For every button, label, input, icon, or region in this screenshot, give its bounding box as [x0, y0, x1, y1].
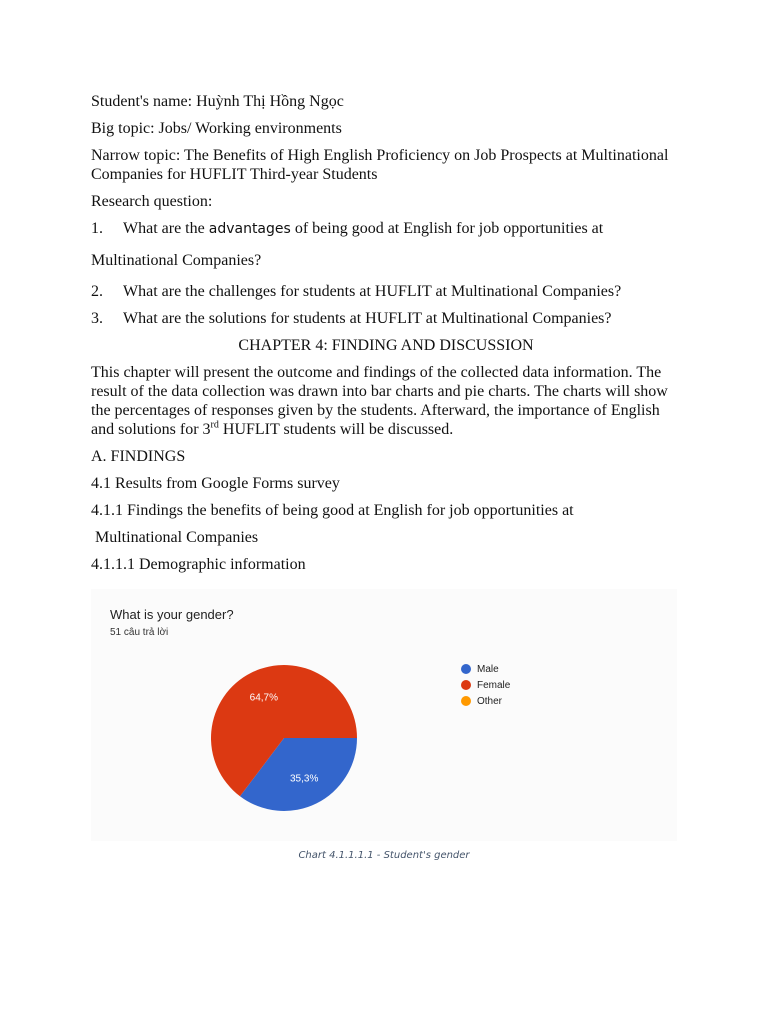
chapter-title: CHAPTER 4: FINDING AND DISCUSSION: [238, 337, 534, 354]
legend-item-male: [461, 661, 510, 677]
question-highlight: advantages: [208, 221, 291, 237]
research-question-3: [91, 309, 681, 328]
section-heading-4-1-1-1: 4.1.1.1 Demographic information: [91, 556, 306, 573]
question-text: What are the solutions for students at HUFLIT at Multinational Companies?: [123, 310, 612, 327]
big-topic: Big topic: Jobs/ Working environments: [91, 120, 342, 137]
legend-label: Other: [477, 695, 503, 707]
question-text: [123, 219, 681, 239]
question-text-post: of being good at English for job opportunities at: [290, 220, 604, 237]
chart-legend: [461, 661, 510, 709]
pie-label-female: 64,7%: [249, 692, 279, 704]
chapter-intro: [91, 363, 681, 439]
document-body: [91, 92, 681, 582]
legend-dot-icon: [461, 696, 471, 706]
research-question-1-continued: Multinational Companies?: [91, 252, 262, 269]
question-text: What are the challenges for students at HUFLIT at Multinational Companies?: [123, 283, 622, 300]
findings-heading: A. FINDINGS: [91, 448, 186, 465]
chart-response-count: 51 câu trả lời: [110, 627, 169, 638]
question-number: 2.: [91, 283, 103, 300]
question-text-pre: What are the: [123, 220, 209, 237]
legend-item-other: [461, 693, 510, 709]
section-heading-4-1-1-continued: Multinational Companies: [91, 529, 259, 546]
pie-label-male: 35,3%: [289, 773, 319, 785]
question-number: 3.: [91, 310, 103, 327]
intro-text: This chapter will present the outcome and findings of the collected data information. The result of the data collection was drawn into bar charts and pie charts. The charts will show the percentages of responses given by the students. Afterward, the importance of English and solutions for 3: [91, 364, 668, 438]
legend-label: Female: [477, 679, 511, 691]
intro-superscript: rd: [210, 419, 219, 431]
legend-label: Male: [477, 663, 499, 675]
legend-item-female: [461, 677, 510, 693]
chart-title: What is your gender?: [110, 607, 234, 622]
student-name: Student's name: Huỳnh Thị Hồng Ngọc: [91, 93, 344, 110]
section-heading-4-1-1: 4.1.1 Findings the benefits of being good at English for job opportunities at: [91, 502, 574, 519]
research-question-label: Research question:: [91, 193, 213, 210]
research-question-1: [91, 219, 681, 239]
gender-pie-chart: [91, 589, 677, 841]
intro-text-end: HUFLIT students will be discussed.: [218, 421, 454, 438]
question-number: 1.: [91, 220, 103, 237]
section-heading-4-1: 4.1 Results from Google Forms survey: [91, 475, 340, 492]
chart-caption: Chart 4.1.1.1.1 - Student's gender: [298, 850, 470, 861]
pie-svg: [91, 589, 677, 841]
research-question-2: [91, 282, 681, 301]
narrow-topic: Narrow topic: The Benefits of High English Proficiency on Job Prospects at Multinational Companies for HUFLIT Third-year Students: [91, 147, 669, 183]
legend-dot-icon: [461, 664, 471, 674]
legend-dot-icon: [461, 680, 471, 690]
